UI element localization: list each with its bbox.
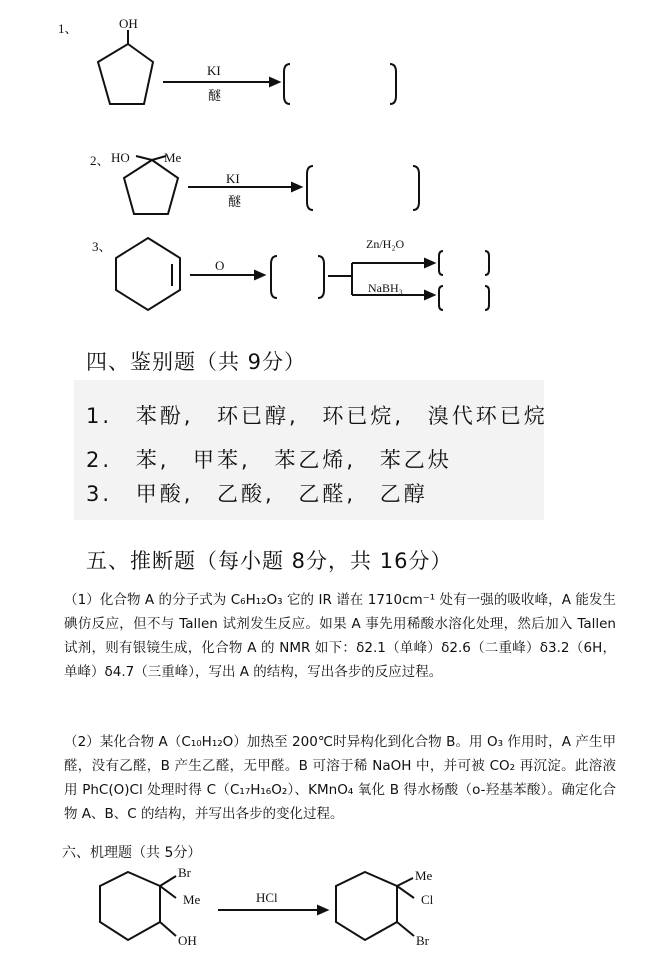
section6-title: 六、机理题（共 5分） (62, 845, 202, 861)
right-cl-bond (397, 886, 414, 898)
reaction-2-reagent-bottom: 醚 (228, 194, 242, 209)
mechanism-left-br: Br (178, 865, 191, 880)
mechanism-left-me: Me (183, 892, 201, 907)
bracket-bottom-right (485, 286, 489, 310)
bracket-right-1 (390, 64, 396, 104)
reaction-2-number: 2、 (90, 153, 110, 168)
bracket-left-2 (307, 166, 313, 210)
cyclopentane-ring-2 (124, 160, 178, 214)
section4-item-1: 1. 苯酚, 环已醇, 环已烷, 溴代环已烷 (86, 404, 548, 428)
left-oh-bond (160, 922, 176, 936)
cyclohexane-right (336, 872, 397, 940)
bracket-right-2 (413, 166, 419, 210)
cyclohexane-left (100, 872, 160, 940)
section4-item-2: 2. 苯, 甲苯, 苯乙烯, 苯乙炔 (86, 448, 452, 472)
reaction-2-reagent-top: KI (226, 171, 240, 186)
mechanism-right-br: Br (416, 933, 429, 948)
bracket-left-3 (271, 256, 277, 298)
reaction-1-reagent-top: KI (207, 63, 221, 78)
reaction-1-reagent-bottom: 醚 (208, 88, 222, 103)
branch-arrowhead-top (425, 259, 434, 267)
mechanism-left-oh: OH (178, 933, 197, 948)
left-me-bond (160, 886, 176, 898)
reaction-1-number: 1、 (58, 21, 78, 36)
cyclopentane-ring-1 (98, 44, 153, 104)
arrowhead-1 (270, 78, 279, 86)
bracket-left-1 (284, 64, 290, 104)
right-me-bond (397, 878, 413, 886)
left-br-bond (160, 876, 176, 886)
section4-item-3: 3. 甲酸, 乙酸, 乙醛, 乙醇 (86, 482, 428, 506)
section4-title: 四、鉴别题（共 9分） (86, 350, 307, 374)
cyclohexene-ring (116, 238, 180, 310)
mechanism-reagent: HCl (256, 890, 278, 905)
reaction-3-number: 3、 (92, 239, 112, 254)
reaction-2-ho-label: HO (111, 150, 130, 165)
reaction-3-branch-top: Zn/H₂O (366, 237, 405, 251)
arrowhead-2 (292, 183, 301, 191)
mechanism-right-me: Me (415, 868, 433, 883)
mechanism-arrowhead (318, 906, 327, 914)
bracket-top-left (439, 251, 443, 275)
arrowhead-3 (255, 271, 264, 279)
right-br-bond (397, 922, 414, 936)
reaction-3-branch-bottom: NaBH₃ (368, 281, 403, 295)
bracket-right-3 (318, 256, 324, 298)
reaction-2-me-label: Me (164, 150, 182, 165)
section5-question-2: （2）某化合物 A（C₁₀H₁₂O）加热至 200℃时异构化到化合物 B。用 O₃ 作用时，A 产生甲醛，没有乙醛，B 产生乙醛，无甲醛。B 可溶于稀 NaOH 中，并可被 CO₂ 再沉淀。此溶液用 PhC(O)Cl 处理时得 C（C₁₇H₁₆O₂）、KMnO₄ 氧化 B 得水杨酸（o-羟基苯酸）。确定化合物 A、B、C 的结构，并写出各步的变化过程。 (64, 734, 616, 822)
bracket-bottom-left (439, 286, 443, 310)
branch-arrowhead-bottom (425, 291, 434, 299)
reaction-1-oh-label: OH (119, 16, 138, 31)
section5-title: 五、推断题（每小题 8分，共 16分） (86, 549, 453, 573)
ho-bond-2 (136, 156, 152, 160)
section5-question-1: （1）化合物 A 的分子式为 C₆H₁₂O₃ 它的 IR 谱在 1710cm⁻¹ 处有一强的吸收峰，A 能发生碘仿反应，但不与 Tallen 试剂发生反应。如果 A 事先用稀酸水溶化处理，然后加入 Tallen 试剂，则有银镜生成，化合物 A 的 NMR 如下：δ2.1（单峰）δ2.6（二重峰）δ3.2（6H，单峰）δ4.7（三重峰），写出 A 的结构，写出各步的反应过程。 (64, 592, 616, 680)
bracket-top-right (485, 251, 489, 275)
reaction-3-reagent: O (215, 258, 225, 273)
mechanism-right-cl: Cl (421, 892, 434, 907)
